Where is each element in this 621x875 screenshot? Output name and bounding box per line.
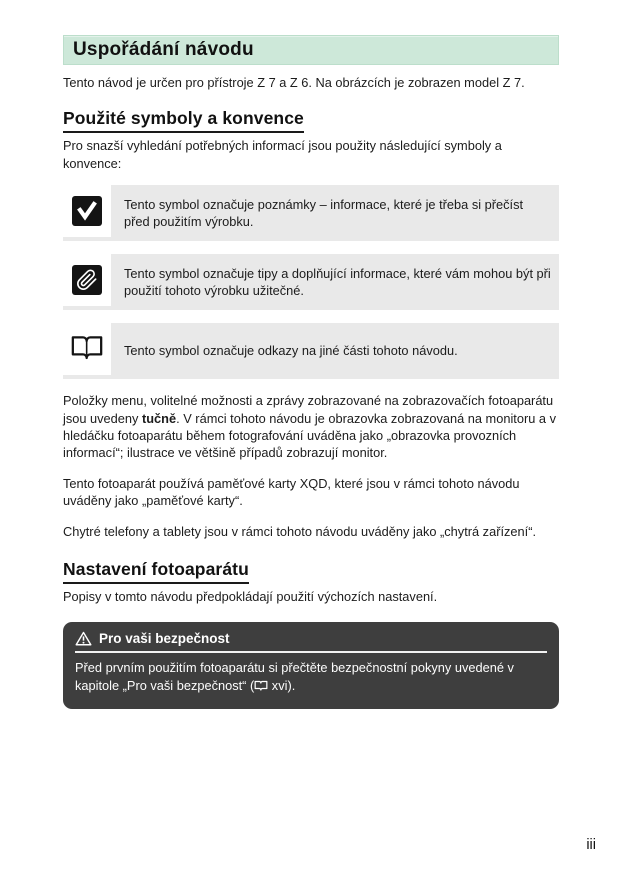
tip-paperclip-icon (72, 265, 102, 295)
chapter-intro-paragraph: Tento návod je určen pro přístroje Z 7 a Z 6. Na obrázcích je zobrazen model Z 7. (63, 75, 525, 90)
tip-icon-cell (63, 254, 111, 306)
tip-symbol-text: Tento symbol označuje tipy a doplňující informace, které vám mohou být při použití tohoto výrobku užitečné. (124, 265, 551, 299)
warning-triangle-icon (75, 631, 92, 646)
safety-note-title: Pro vaši bezpečnost (99, 631, 230, 647)
note-symbol-text: Tento symbol označuje poznámky – informace, které je třeba si přečíst před použitím výrobku. (124, 196, 524, 230)
settings-section-heading-row (63, 559, 559, 584)
note-checkmark-icon (72, 196, 102, 226)
safety-body-end: xvi). (268, 678, 296, 694)
symbols-section-heading-row (63, 108, 559, 133)
memory-cards-paragraph: Tento fotoaparát používá paměťové karty XQD, které jsou v rámci tohoto návodu uváděny jako „paměťové karty“. (63, 475, 520, 509)
reference-icon-cell (63, 323, 111, 375)
reference-symbol-text: Tento symbol označuje odkazy na jiné části tohoto návodu. (124, 343, 458, 359)
menu-paragraph-start: Položky menu, volitelné možnosti a zprávy zobrazované na zobrazovačích fotoaparátu jsou uvedeny (63, 393, 554, 426)
manual-page-content (63, 0, 559, 709)
bold-term: tučně (141, 410, 177, 426)
note-icon-cell (63, 185, 111, 237)
menu-paragraph-end: . V rámci tohoto návodu je obrazovka zobrazovaná na monitoru a v hledáčku fotoaparátu během fotografování uváděna jako „obrazovka provozních informací“; ilustrace ve většině případů zobrazují monitor. (63, 410, 556, 461)
safety-note-body (75, 659, 547, 696)
safety-note-box (63, 622, 559, 708)
page-ref-book-icon (254, 679, 268, 694)
symbol-legend-tip (63, 254, 559, 310)
symbol-legend-reference (63, 323, 559, 379)
chapter-title: Uspořádání návodu (73, 39, 254, 60)
symbols-section-intro: Pro snazší vyhledání potřebných informací jsou použity následující symboly a konvence: (63, 138, 502, 171)
page-number: iii (586, 837, 596, 853)
smart-devices-paragraph: Chytré telefony a tablety jsou v rámci tohoto návodu uváděny jako „chytrá zařízení“. (63, 523, 537, 539)
settings-section-heading: Nastavení fotoaparátu (63, 559, 249, 584)
menu-conventions-paragraph (63, 392, 559, 462)
safety-note-title-row (75, 629, 547, 653)
reference-book-icon (70, 334, 104, 365)
safety-body-start: Před prvním použitím fotoaparátu si přečtěte bezpečnostní pokyny uvedené v kapitole „Pro vaši bezpečnost“ ( (75, 660, 514, 694)
chapter-banner (63, 35, 559, 65)
symbols-section-heading: Použité symboly a konvence (63, 108, 304, 133)
settings-section-body: Popisy v tomto návodu předpokládají použití výchozích nastavení. (63, 588, 438, 604)
symbol-legend-note (63, 185, 559, 241)
